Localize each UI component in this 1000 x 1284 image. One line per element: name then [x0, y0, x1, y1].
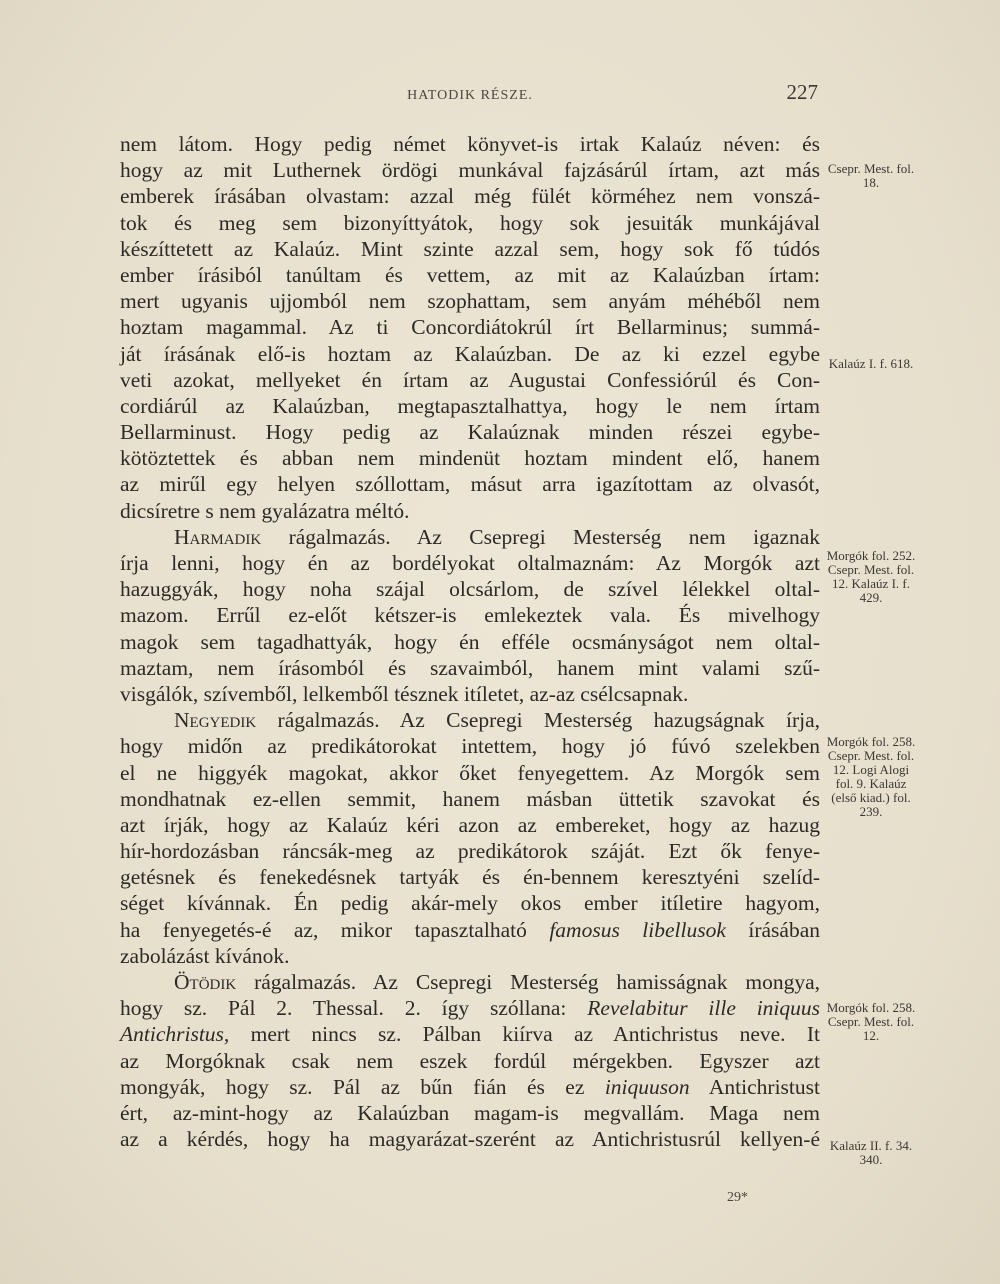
text-line: visgálók, szívemből, lelkemből tésznek itíletet, az-az csélcsapnak. — [120, 681, 689, 706]
section-heading-harmadik: Harmadik — [174, 524, 262, 549]
text-line: hogy midőn az predikátorokat intettem, hogy jó fúvó szelekben — [120, 734, 820, 759]
text-line: hogy az mit Luthernek ördögi munkával fajzásárúl írtam, azt más — [120, 158, 820, 183]
text-line: el ne higgyék magokat, akkor őket fenyegettem. Az Morgók sem — [120, 760, 820, 785]
text-run: Antichristust — [708, 1074, 820, 1099]
text-line: mert ugyanis ujjomból nem szophattam, sem anyám méhéből nem — [120, 289, 820, 314]
text-run: rágalmazás. Az Csepregi Mesterség hamisságnak mongya, — [254, 970, 821, 994]
text-run: hogy sz. Pál 2. Thessal. 2. így szóllana: — [120, 996, 567, 1021]
text-line: írja lenni, hogy én az bordélyokat oltalmaznám: Az Morgók azt — [120, 551, 820, 575]
text-line: mazom. Errűl ez-előt kétszer-is emlekeztek vala. És mivelhogy — [120, 603, 820, 628]
text-line: az mirűl egy helyen szóllottam, másut arra igazítottam az olvasót, — [120, 472, 820, 497]
paragraph-negyedik — [120, 707, 820, 733]
text-line: zabolázást kívánok. — [120, 943, 290, 968]
italic-antichristus: Antichristus, — [120, 1022, 230, 1047]
text-line: getésnek és fenekedésnek tartyák és én-bennem keresztyéni szelíd- — [120, 865, 820, 890]
margin-note: Kalaúz I. f. 618. — [828, 356, 914, 371]
text-line: mondhatnak ez-ellen semmit, hanem másban üttetik szavokat és — [120, 786, 820, 811]
text-line: séget kívánnak. Én pedig akár-mely okos ember itíletire hagyom, — [120, 891, 820, 916]
page-header — [120, 80, 820, 110]
text-line: dicsíretre s nem gyalázatra méltó. — [120, 498, 410, 523]
signature-mark: 29* — [727, 1190, 748, 1205]
text-line: ért, az-mint-hogy az Kalaúzban magam-is megvallám. Maga nem — [120, 1100, 820, 1125]
section-heading-negyedik: Negyedik — [174, 708, 257, 733]
paragraph-otodik — [120, 969, 820, 995]
text-line: tok és meg sem bizonyíttyátok, hogy sok jesuiták munkájával — [120, 210, 820, 235]
text-line: veti azokat, mellyeket én írtam az Augustai Confessiórúl és Con- — [120, 367, 820, 392]
margin-note: Csepr. Mest. fol. 18. — [827, 161, 915, 190]
text-run: írásában — [748, 917, 821, 942]
text-line: kötöztettek és abban nem mindenüt hoztam mindent elő, hanem — [120, 446, 820, 471]
text-line: hazuggyák, hogy noha szájal olcsárlom, de szível lélekkel oltal- — [120, 577, 820, 602]
margin-note: Morgók fol. 252. Csepr. Mest. fol. 12. Kalaúz I. f. 429. — [826, 548, 916, 605]
section-heading-otodik: Ötödik — [174, 970, 237, 994]
paragraph-harmadik — [120, 524, 820, 550]
text-line: az a kérdés, hogy ha magyarázat-szerént az Antichristusrúl kellyen-é — [120, 1127, 820, 1152]
text-line: hír-hordozásban ráncsák-meg az predikátorok száját. Ezt ők fenye- — [120, 839, 820, 864]
text-run: mert nincs sz. Pálban kiírva az Antichristus neve. It — [250, 1022, 820, 1047]
text-line: nem látom. Hogy pedig német könyvet-is irtak Kalaúz néven: és — [120, 132, 820, 156]
text-line: ját írásának elő-is hoztam az Kalaúzban. De az ki ezzel egybe — [120, 341, 820, 366]
page-number: 227 — [786, 80, 818, 104]
text-run: rágalmazás. Az Csepregi Mesterség hazugságnak írja, — [277, 708, 821, 733]
text-line: azt írják, hogy az Kalaúz kéri azon az embereket, hogy az hazug — [120, 812, 820, 837]
text-line: hoztam magammal. Az ti Concordiátokrúl írt Bellarminus; summá- — [120, 315, 820, 340]
text-line-mixed — [120, 917, 820, 943]
text-line: emberek írásában olvastam: azzal még fülét körméhez nem vonszá- — [120, 184, 820, 209]
body-text — [120, 131, 820, 1152]
text-line-mixed — [120, 1021, 820, 1047]
text-line: maztam, nem írásomból és szavaimból, hanem mint valami szű- — [120, 655, 820, 680]
running-title: HATODIK RÉSZE. — [407, 88, 533, 103]
text-line: ember írásiból tanúltam és vettem, az mit az Kalaúzban írtam: — [120, 262, 820, 287]
margin-note: Morgók fol. 258. Csepr. Mest. fol. 12. Logi Alogi fol. 9. Kalaúz (első kiad.) fol. 239. — [826, 734, 916, 819]
margin-note: Kalaúz II. f. 34. 340. — [829, 1138, 913, 1167]
text-run: mongyák, hogy sz. Pál az bűn fián és ez — [120, 1074, 585, 1099]
text-line: magok sem tagadhattyák, hogy én efféle ocsmányságot nem oltal- — [120, 629, 820, 654]
text-line-mixed — [120, 1074, 820, 1100]
text-line: az Morgóknak csak nem eszek fordúl mérgekben. Egyszer azt — [120, 1048, 820, 1073]
italic-revelabitur: Revelabitur ille iniquus — [587, 996, 821, 1021]
italic-famosus: famosus libellusok — [549, 917, 726, 942]
margin-note: Morgók fol. 258. Csepr. Mest. fol. 12. — [826, 1000, 916, 1043]
text-line: Bellarminust. Hogy pedig az Kalaúznak minden részei egybe- — [120, 420, 820, 445]
text-line-mixed — [120, 995, 820, 1021]
text-line: készíttetett az Kalaúz. Mint szinte azzal sem, hogy sok fő túdós — [120, 236, 820, 261]
text-run: rágalmazás. Az Csepregi Mesterség nem igaznak — [288, 524, 821, 549]
text-run: ha fenyegetés-é az, mikor tapasztalható — [120, 917, 527, 942]
italic-iniquuson: iniquuson — [604, 1074, 690, 1099]
text-line: cordiárúl az Kalaúzban, megtapasztalhattya, hogy le nem írtam — [120, 393, 820, 418]
